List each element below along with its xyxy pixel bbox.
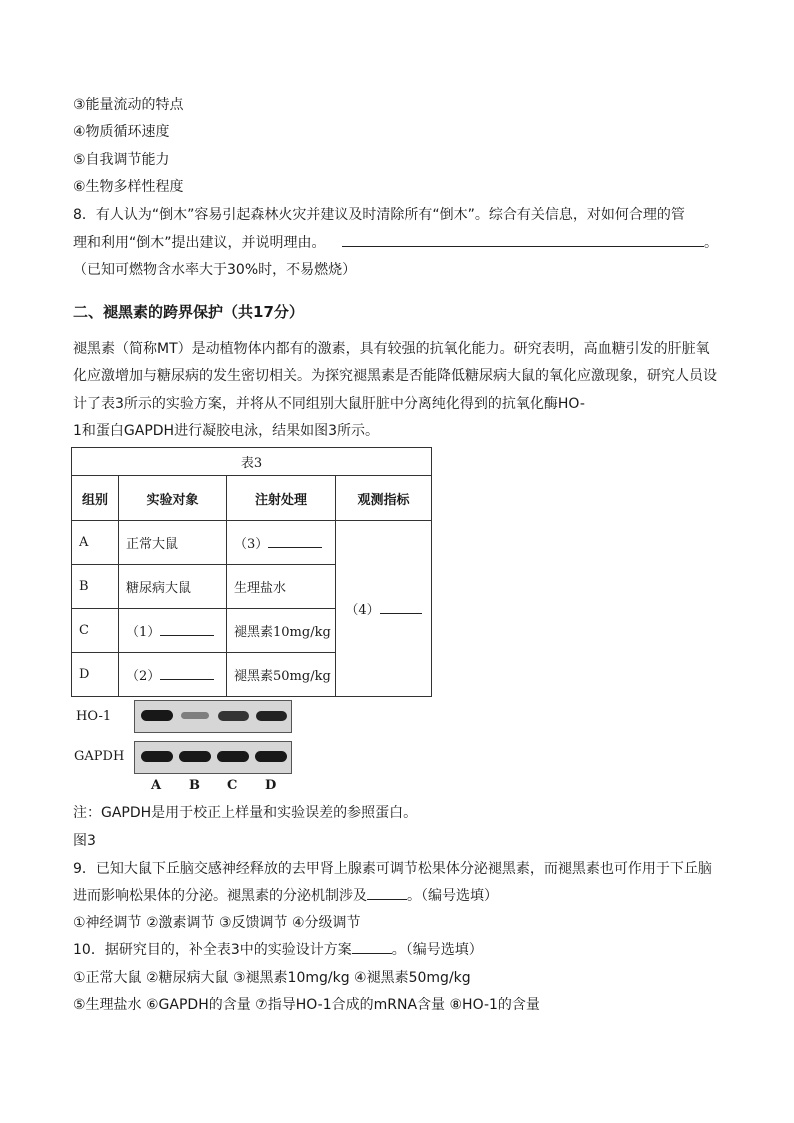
ho1-band-b	[181, 712, 209, 719]
gapdh-blot	[134, 741, 292, 774]
blank-1[interactable]	[160, 635, 214, 636]
lane-label-c: C	[227, 778, 238, 793]
q10-answer-blank[interactable]	[352, 953, 392, 954]
q9-line2	[73, 886, 498, 906]
lane-label-a: A	[151, 778, 162, 793]
q9-answer-blank[interactable]	[367, 899, 407, 900]
gapdh-label: GAPDH	[74, 749, 125, 764]
blank-4[interactable]	[380, 613, 422, 614]
q8-line2-end: 。	[703, 235, 718, 251]
figure-note: 注：GAPDH是用于校正上样量和实验误差的参照蛋白。	[73, 805, 418, 821]
table-header-treatment: 注射处理	[227, 476, 336, 521]
table-cell-subject	[119, 609, 227, 653]
blank-3-label: （3）	[234, 537, 269, 552]
table-cell-group: C	[72, 609, 119, 653]
q8-line1: 8．有人认为“倒木”容易引起森林火灾并建议及时清除所有“倒木”。综合有关信息，对如何合理的管	[73, 207, 685, 223]
intro-line2: 化应激增加与糖尿病的发生密切相关。为探究褪黑素是否能降低糖尿病大鼠的氧化应激现象，研究人员设	[73, 368, 717, 384]
gapdh-band-b	[179, 751, 211, 762]
table-3	[71, 447, 432, 697]
table-header-subject: 实验对象	[119, 476, 227, 521]
blank-2[interactable]	[160, 679, 214, 680]
q10-options-2: ⑤生理盐水 ⑥GAPDH的含量 ⑦指导HO-1合成的mRNA含量 ⑧HO-1的含量	[73, 997, 540, 1013]
table-cell-indicator	[336, 521, 432, 697]
intro-line4: 1和蛋白GAPDH进行凝胶电泳，结果如图3所示。	[73, 423, 379, 439]
table-cell-treatment: 生理盐水	[227, 565, 336, 609]
lane-label-b: B	[189, 778, 200, 793]
q8-line2	[73, 233, 718, 253]
q8-line2-text: 理和利用“倒木”提出建议，并说明理由。	[73, 235, 326, 251]
q10-options-1: ①正常大鼠 ②糖尿病大鼠 ③褪黑素10mg/kg ④褪黑素50mg/kg	[73, 970, 471, 986]
q9-line2-a: 进而影响松果体的分泌。褪黑素的分泌机制涉及	[73, 888, 367, 904]
table-cell-subject: 正常大鼠	[119, 521, 227, 565]
table-header-group: 组别	[72, 476, 119, 521]
blank-1-label: （1）	[126, 625, 161, 640]
item-4: ④物质循环速度	[73, 124, 170, 140]
gapdh-band-a	[141, 751, 173, 762]
intro-line1: 褪黑素（简称MT）是动植物体内都有的激素，具有较强的抗氧化能力。研究表明，高血糖引发的肝脏氧	[73, 341, 710, 357]
q9-options: ①神经调节 ②激素调节 ③反馈调节 ④分级调节	[73, 915, 361, 931]
table-cell-subject	[119, 653, 227, 697]
ho1-label: HO-1	[76, 709, 112, 724]
table-cell-group: B	[72, 565, 119, 609]
item-3: ③能量流动的特点	[73, 97, 184, 113]
table-cell-treatment	[227, 521, 336, 565]
table-cell-group: D	[72, 653, 119, 697]
q10-line1-b: 。（编号选填）	[391, 942, 483, 958]
blank-4-label: （4）	[345, 603, 380, 618]
q8-answer-blank[interactable]	[342, 246, 704, 247]
item-6: ⑥生物多样性程度	[73, 179, 184, 195]
table-cell-subject: 糖尿病大鼠	[119, 565, 227, 609]
gapdh-band-c	[217, 751, 249, 762]
ho1-blot	[134, 700, 292, 733]
table-caption: 表3	[72, 448, 432, 476]
figure-label: 图3	[73, 833, 96, 849]
blank-2-label: （2）	[126, 669, 161, 684]
gapdh-band-d	[255, 751, 287, 762]
lane-label-d: D	[265, 778, 277, 793]
table-header-indicator: 观测指标	[336, 476, 432, 521]
q8-line3: （已知可燃物含水率大于30%时，不易燃烧）	[73, 262, 357, 278]
ho1-band-c	[218, 711, 249, 721]
q10-line1-a: 10．据研究目的，补全表3中的实验设计方案	[73, 942, 352, 958]
table-cell-treatment: 褪黑素10mg/kg	[227, 609, 336, 653]
q10-line1	[73, 940, 483, 960]
q9-line2-b: 。（编号选填）	[407, 888, 498, 904]
table-cell-group: A	[72, 521, 119, 565]
ho1-band-a	[141, 710, 173, 721]
item-5: ⑤自我调节能力	[73, 152, 170, 168]
q9-line1: 9．已知大鼠下丘脑交感神经释放的去甲肾上腺素可调节松果体分泌褪黑素，而褪黑素也可作用于下丘脑	[73, 861, 712, 877]
ho1-band-d	[256, 711, 287, 721]
table-cell-treatment: 褪黑素50mg/kg	[227, 653, 336, 697]
blank-3[interactable]	[268, 547, 322, 548]
section-title: 二、褪黑素的跨界保护（共17分）	[73, 303, 304, 321]
intro-line3: 计了表3所示的实验方案，并将从不同组别大鼠肝脏中分离纯化得到的抗氧化酶HO-	[73, 396, 585, 412]
